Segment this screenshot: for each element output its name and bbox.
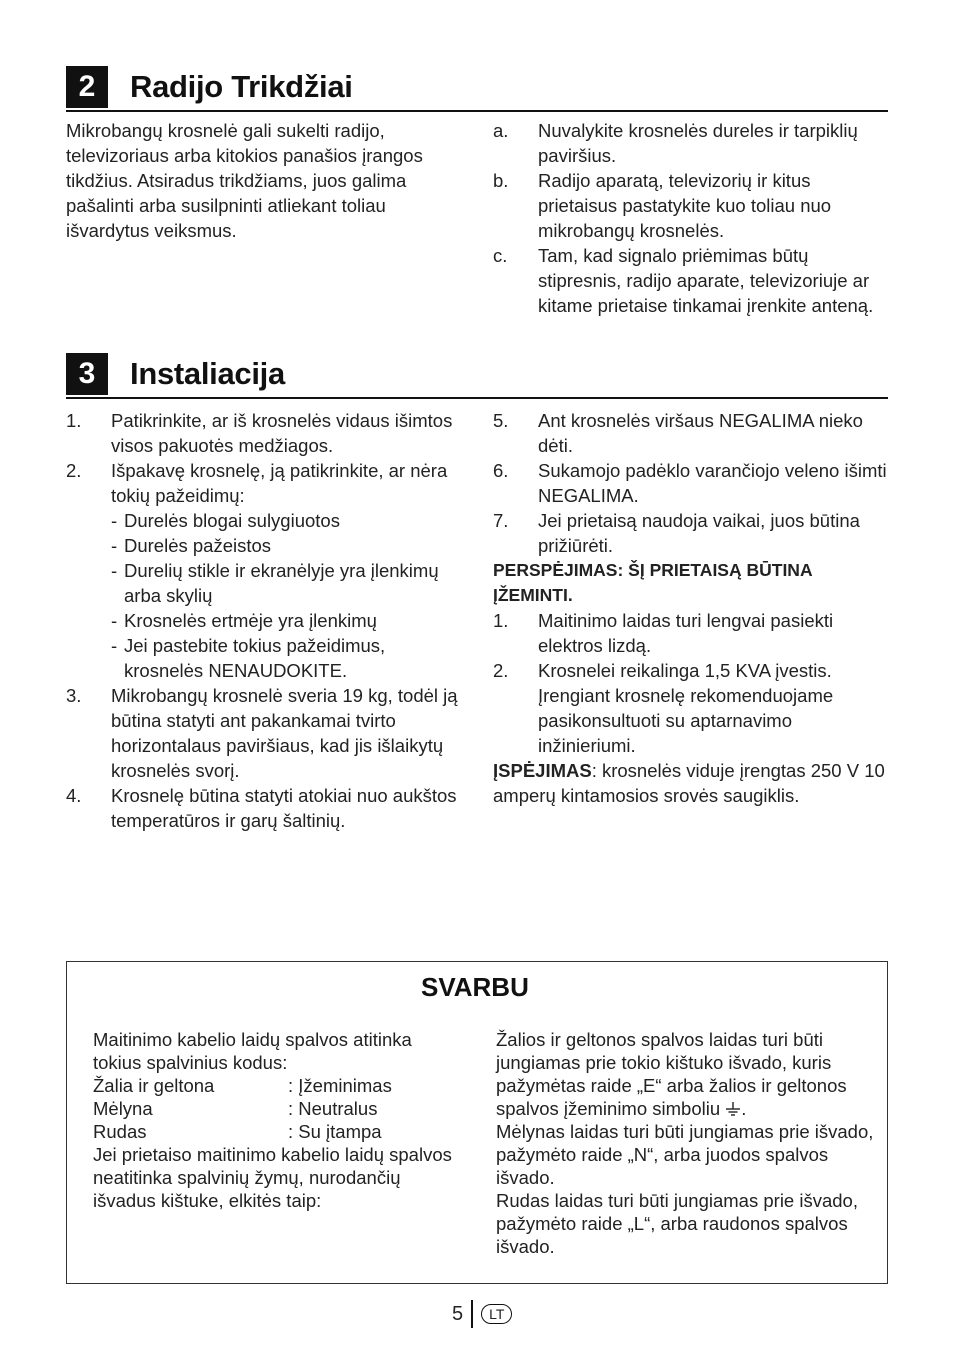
list-marker: 5. <box>493 410 509 431</box>
important-right-column <box>496 1028 881 1258</box>
dash-item: - Krosnelės ertmėje yra įlenkimų <box>111 610 377 631</box>
list-marker: 4. <box>66 785 82 806</box>
list-text: Radijo aparatą, televizorių ir kitus prietaisus pastatykite kuo toliau nuo mikrobangų krosnelės. <box>538 170 832 241</box>
section-number: 2 <box>66 66 108 108</box>
caution-paragraph <box>493 758 888 808</box>
dash-item: - Jei pastebite tokius pažeidimus, krosnelės NENAUDOKITE. <box>111 635 386 681</box>
list-item <box>66 458 466 508</box>
list-text: Krosnelę būtina statyti atokiai nuo aukštos temperatūros ir garų šaltinių. <box>111 785 457 831</box>
list-item <box>493 658 888 758</box>
list-item <box>493 408 888 458</box>
list-item <box>66 783 466 833</box>
list-text: Nuvalykite krosnelės dureles ir tarpiklių paviršius. <box>538 120 858 166</box>
caution-label: ĮSPĖJIMAS <box>493 760 592 781</box>
list-text: Ant krosnelės viršaus NEGALIMA nieko dėti. <box>538 410 863 456</box>
section-3-left-column <box>66 408 466 833</box>
ground-symbol-icon <box>725 1098 741 1112</box>
dash-item: - Durelės blogai sulygiuotos <box>111 510 340 531</box>
important-box-title: SVARBU <box>421 972 529 1002</box>
section-2-header <box>66 66 888 112</box>
list-text: Sukamojo padėklo varančiojo veleno išimti NEGALIMA. <box>538 460 887 506</box>
list-item <box>493 243 888 318</box>
list-item <box>66 683 466 783</box>
list-marker: 2. <box>493 660 509 681</box>
footer-divider <box>471 1300 473 1328</box>
list-marker: a. <box>493 120 509 141</box>
list-item <box>493 608 888 658</box>
list-item <box>493 118 888 168</box>
page-footer <box>452 1300 512 1328</box>
list-marker: 7. <box>493 510 509 531</box>
color-code-intro: Maitinimo kabelio laidų spalvos atitinka tokius spalvinius kodus: <box>93 1029 412 1073</box>
list-text: Jei prietaisą naudoja vaikai, juos būtina prižiūrėti. <box>538 510 860 556</box>
color-code-row: Rudas : Su įtampa <box>93 1121 382 1142</box>
list-marker: 1. <box>493 610 509 631</box>
section-number: 3 <box>66 353 108 395</box>
caution-text: : krosnelės viduje įrengtas 250 V 10 amperų kintamosios srovės saugiklis. <box>493 760 885 806</box>
list-text: Išpakavę krosnelę, ją patikrinkite, ar nėra tokių pažeidimų: <box>111 460 448 506</box>
damage-list <box>66 508 466 683</box>
dash-item: - Durelių stikle ir ekranėlyje yra įlenkimų arba skylių <box>111 560 439 606</box>
important-left-column <box>93 1028 453 1212</box>
section-2-right-column <box>493 118 888 318</box>
section-3-header <box>66 353 888 399</box>
color-code-row: Žalia ir geltona : Įžeminimas <box>93 1075 392 1096</box>
grounding-warning-heading: PERSPĖJIMAS: ŠĮ PRIETAISĄ BŪTINA ĮŽEMINTI. <box>493 560 812 605</box>
dash-item: - Durelės pažeistos <box>111 535 272 556</box>
section-2-left-column <box>66 118 456 243</box>
page-number: 5 <box>452 1302 464 1325</box>
brown-wire-paragraph: Rudas laidas turi būti jungiamas prie išvado, pažymėto raide „L“, arba raudonos spalvos išvado. <box>496 1190 858 1257</box>
list-text: Mikrobangų krosnelė sveria 19 kg, todėl ją būtina statyti ant pakankamai tvirto horizontalaus paviršiaus, kad jis išlaikytų krosnelės svorį. <box>111 685 458 781</box>
list-marker: c. <box>493 245 508 266</box>
list-text: Maitinimo laidas turi lengvai pasiekti elektros lizdą. <box>538 610 834 656</box>
list-text: Krosnelei reikalinga 1,5 KVA įvestis. Įrengiant krosnelę rekomenduojame pasikonsultuoti su aptarnavimo inžinieriumi. <box>538 660 834 756</box>
list-item <box>493 508 888 558</box>
section-title: Instaliacija <box>130 356 285 391</box>
section-title: Radijo Trikdžiai <box>130 69 353 104</box>
list-text: Tam, kad signalo priėmimas būtų stipresnis, radijo aparate, televizoriuje ar kitame prietaise tinkamai įrenkite anteną. <box>538 245 874 316</box>
green-yellow-paragraph: Žalios ir geltonos spalvos laidas turi būti jungiamas prie tokio kištuko išvado, kuris pažymėtas raide „E“ arba žalios ir geltonos spalvos įžeminimo simboliu . <box>496 1029 847 1119</box>
list-text: Patikrinkite, ar iš krosnelės vidaus išimtos visos pakuotės medžiagos. <box>111 410 453 456</box>
list-marker: b. <box>493 170 509 191</box>
list-marker: 6. <box>493 460 509 481</box>
list-item <box>66 408 466 458</box>
color-code-row: Mėlyna : Neutralus <box>93 1098 378 1119</box>
list-marker: 2. <box>66 460 82 481</box>
intro-paragraph: Mikrobangų krosnelė gali sukelti radijo, televizoriaus arba kitokios panašios įrangos tikdžius. Atsiradus trikdžiams, juos galima pašalinti arba susilpninti atliekant toliau išvardytus veiksmus. <box>66 120 423 241</box>
list-item <box>493 458 888 508</box>
language-badge: LT <box>481 1304 512 1324</box>
important-box <box>66 961 888 1284</box>
blue-wire-paragraph: Mėlynas laidas turi būti jungiamas prie išvado, pažymėto raide „N“, arba juodos spalvos išvado. <box>496 1121 874 1188</box>
list-marker: 1. <box>66 410 82 431</box>
list-marker: 3. <box>66 685 82 706</box>
color-code-outro: Jei prietaiso maitinimo kabelio laidų spalvos neatitinka spalvinių žymų, nurodančių išvadus kištuke, elkitės taip: <box>93 1144 452 1211</box>
list-item <box>493 168 888 243</box>
section-3-right-column <box>493 408 888 808</box>
